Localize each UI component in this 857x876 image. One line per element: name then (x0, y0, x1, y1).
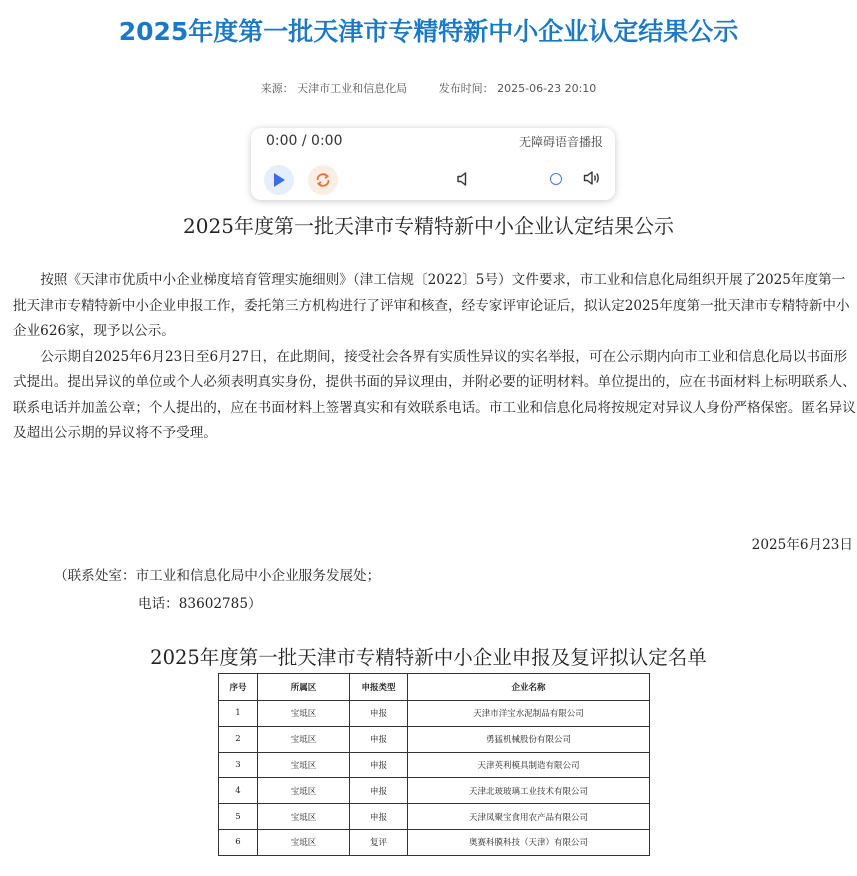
cell-district: 宝坻区 (258, 701, 350, 727)
publish-time: 发布时间： 2025-06-23 20:10 (438, 82, 597, 95)
table-row (219, 726, 650, 752)
column-header: 所属区 (258, 674, 350, 701)
table-row (219, 701, 650, 727)
cell-district: 宝坻区 (258, 829, 350, 855)
cell-index: 3 (219, 752, 258, 778)
cell-district: 宝坻区 (258, 726, 350, 752)
table-header-row (219, 674, 650, 701)
table-row (219, 829, 650, 855)
volume-slider-knob[interactable] (550, 173, 562, 185)
cell-company: 勇猛机械股份有限公司 (408, 726, 650, 752)
paragraph: 按照《天津市优质中小企业梯度培育管理实施细则》（津工信规〔2022〕5号）文件要求，市工业和信息化局组织开展了2025年度第一批天津市专精特新中小企业申报工作，委托第三方机构进行了评审和核查，经专家评审论证后，拟认定2025年度第一批天津市专精特新中小企业626家，现予以公示。 (13, 272, 850, 339)
volume-down-button[interactable] (456, 171, 470, 191)
cell-company: 天津英利模具制造有限公司 (408, 752, 650, 778)
contact-phone: 电话：83602785） (138, 596, 262, 612)
cell-district: 宝坻区 (258, 778, 350, 804)
list-title: 2025年度第一批天津市专精特新中小企业申报及复评拟认定名单 (150, 646, 707, 669)
loop-button[interactable] (308, 165, 338, 195)
loop-icon (314, 171, 332, 189)
column-header: 序号 (219, 674, 258, 701)
cell-index: 6 (219, 829, 258, 855)
contact-office: （联系处室：市工业和信息化局中小企业服务发展处； (54, 568, 381, 584)
cell-company: 奥赛科膜科技（天津）有限公司 (408, 829, 650, 855)
table-row (219, 778, 650, 804)
play-icon (272, 172, 286, 188)
cell-company: 天津北玻玻璃工业技术有限公司 (408, 778, 650, 804)
table-row (219, 804, 650, 830)
article-meta (0, 80, 857, 96)
cell-type: 复评 (350, 829, 408, 855)
cell-index: 2 (219, 726, 258, 752)
page-title: 2025年度第一批天津市专精特新中小企业认定结果公示 (118, 17, 739, 46)
contact-info (54, 562, 380, 618)
enterprise-list-table (218, 673, 650, 856)
cell-index: 1 (219, 701, 258, 727)
cell-type: 申报 (350, 726, 408, 752)
cell-company: 天津市洋宝水泥制品有限公司 (408, 701, 650, 727)
speaker-icon (456, 171, 470, 187)
play-button[interactable] (264, 165, 294, 195)
cell-type: 申报 (350, 778, 408, 804)
cell-index: 5 (219, 804, 258, 830)
speaker-loud-icon (583, 170, 601, 186)
paragraph: 公示期自2025年6月23日至6月27日，在此期间，接受社会各界有实质性异议的实名举报，可在公示期内向市工业和信息化局以书面形式提出。提出异议的单位或个人必须表明真实身份，提供书面的异议理由，并附必要的证明材料。单位提出的，应在书面材料上标明联系人、联系电话并加盖公章；个人提出的，应在书面材料上签署真实和有效联系电话。市工业和信息化局将按规定对异议人身份严格保密。匿名异议及超出公示期的异议将不予受理。 (13, 348, 856, 441)
cell-district: 宝坻区 (258, 804, 350, 830)
cell-type: 申报 (350, 752, 408, 778)
accessibility-voice-button[interactable]: 无障碍语音播报 (518, 135, 603, 149)
cell-index: 4 (219, 778, 258, 804)
document-body (13, 268, 856, 447)
document-date: 2025年6月23日 (751, 537, 853, 553)
audio-player (251, 128, 615, 200)
cell-type: 申报 (350, 804, 408, 830)
cell-type: 申报 (350, 701, 408, 727)
table-row (219, 752, 650, 778)
cell-company: 天津凤聚宝食用农产品有限公司 (408, 804, 650, 830)
document-title: 2025年度第一批天津市专精特新中小企业认定结果公示 (183, 214, 674, 238)
column-header: 申报类型 (350, 674, 408, 701)
column-header: 企业名称 (408, 674, 650, 701)
cell-district: 宝坻区 (258, 752, 350, 778)
source-label: 来源： 天津市工业和信息化局 (260, 82, 408, 95)
volume-up-button[interactable] (583, 170, 601, 190)
player-time: 0:00 / 0:00 (266, 133, 343, 149)
